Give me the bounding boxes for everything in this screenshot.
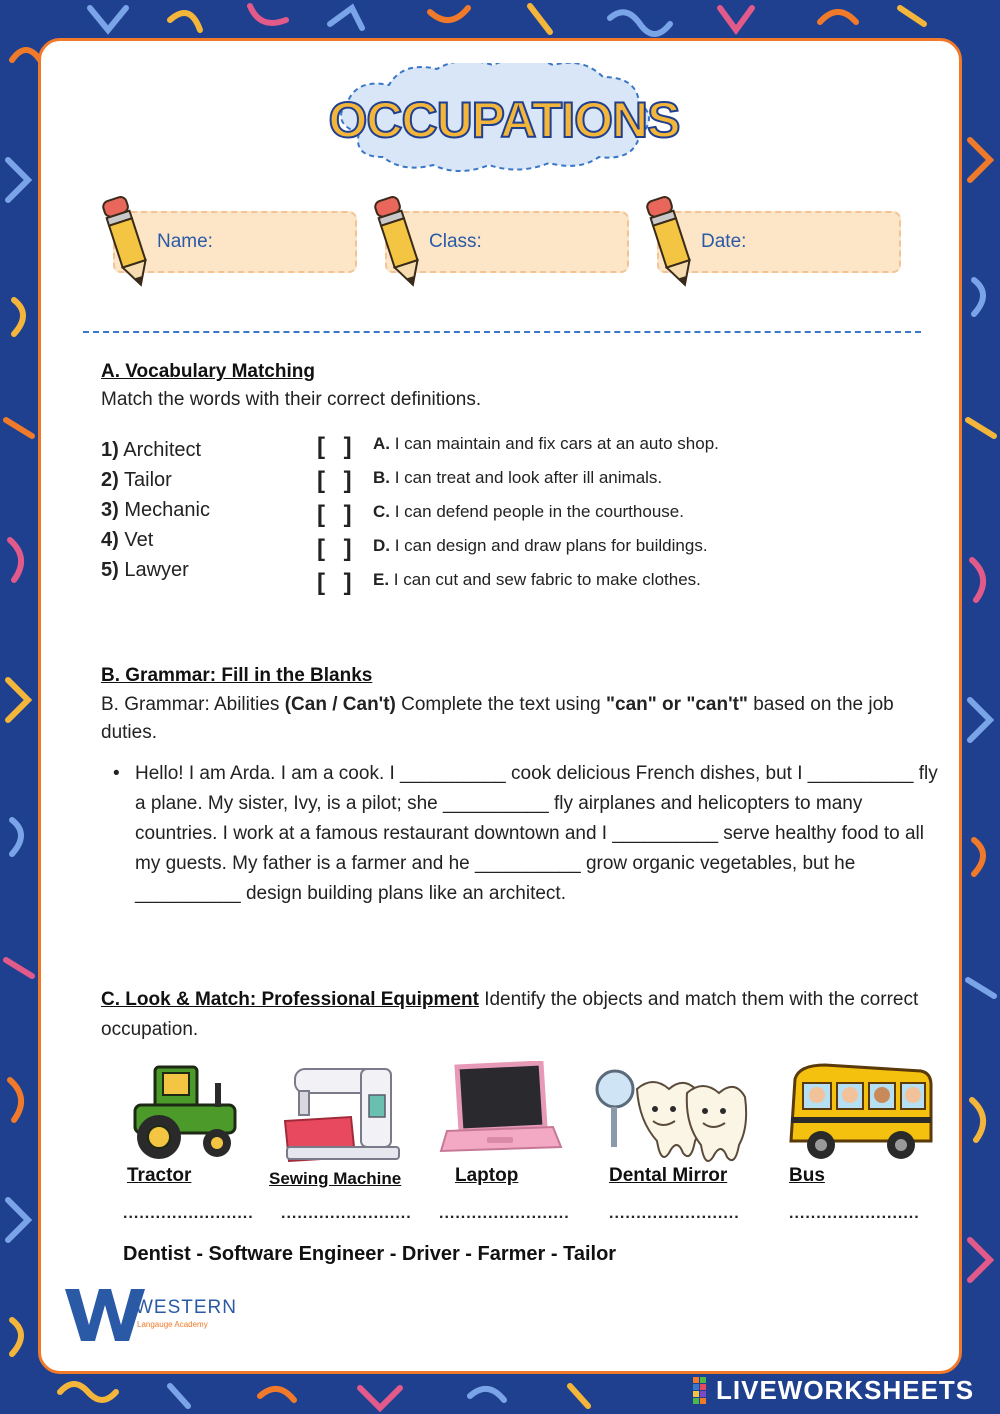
tractor-icon bbox=[125, 1061, 245, 1161]
word-text: Architect bbox=[123, 439, 202, 461]
answer-bracket[interactable]: [ ] bbox=[317, 569, 358, 596]
sewing-machine-icon bbox=[281, 1061, 407, 1165]
vocab-word bbox=[101, 469, 172, 492]
instruction-text: B. Grammar: Abilities bbox=[101, 694, 285, 715]
equipment-label: Laptop bbox=[455, 1165, 519, 1186]
bus-icon bbox=[785, 1061, 935, 1165]
answer-bracket[interactable]: [ ] bbox=[317, 535, 358, 562]
definition bbox=[373, 502, 684, 522]
answer-line[interactable]: ........................ bbox=[439, 1205, 570, 1222]
logo-subtitle: Langauge Academy bbox=[137, 1320, 208, 1329]
section-divider bbox=[83, 331, 921, 333]
pencil-icon bbox=[101, 193, 153, 291]
section-a-title: A. Vocabulary Matching bbox=[101, 361, 315, 382]
instruction-bold: (Can / Can't) bbox=[284, 694, 396, 715]
section-b-instruction bbox=[101, 691, 941, 747]
section-c-header bbox=[101, 985, 951, 1045]
answer-line[interactable]: ........................ bbox=[123, 1205, 254, 1222]
word-text: Vet bbox=[124, 529, 154, 551]
page-title: OCCUPATIONS bbox=[328, 92, 680, 148]
vocab-word bbox=[101, 499, 210, 522]
equipment-label: Tractor bbox=[127, 1165, 192, 1186]
section-a-instruction: Match the words with their correct definitions. bbox=[101, 389, 482, 410]
definition-letter: A. bbox=[373, 434, 390, 453]
word-bank: Dentist - Software Engineer - Driver - Farmer - Tailor bbox=[123, 1243, 617, 1265]
bullet-point: • bbox=[113, 763, 120, 784]
worksheet bbox=[38, 38, 962, 1374]
section-b-title: B. Grammar: Fill in the Blanks bbox=[101, 665, 373, 686]
laptop-icon bbox=[437, 1061, 563, 1157]
vocab-word bbox=[101, 559, 189, 582]
definition-text: I can design and draw plans for buildings. bbox=[394, 536, 708, 555]
definition bbox=[373, 570, 701, 590]
instruction-bold: "can" or "can't" bbox=[606, 694, 748, 715]
name-label: Name: bbox=[157, 231, 213, 252]
word-number: 1) bbox=[101, 439, 119, 461]
word-text: Lawyer bbox=[124, 559, 189, 581]
vocab-word bbox=[101, 529, 153, 552]
word-number: 4) bbox=[101, 529, 119, 551]
equipment-label: Bus bbox=[789, 1165, 825, 1186]
instruction-text: Complete the text using bbox=[395, 694, 607, 715]
dental-mirror-icon bbox=[593, 1061, 753, 1165]
word-number: 5) bbox=[101, 559, 119, 581]
word-text: Mechanic bbox=[124, 499, 210, 521]
section-c-instruction: Identify the objects and match them with the correct occupation. bbox=[101, 989, 919, 1040]
definition-text: I can cut and sew fabric to make clothes. bbox=[393, 570, 701, 589]
logo-name: WESTERN bbox=[135, 1297, 237, 1318]
answer-line[interactable]: ........................ bbox=[789, 1205, 920, 1222]
word-number: 3) bbox=[101, 499, 119, 521]
word-text: Tailor bbox=[124, 469, 172, 491]
definition-letter: C. bbox=[373, 502, 390, 521]
answer-bracket[interactable]: [ ] bbox=[317, 467, 358, 494]
definition bbox=[373, 468, 662, 488]
definition-letter: D. bbox=[373, 536, 390, 555]
pencil-icon bbox=[645, 193, 697, 291]
answer-line[interactable]: ........................ bbox=[281, 1205, 412, 1222]
equipment-label: Dental Mirror bbox=[609, 1165, 728, 1186]
answer-line[interactable]: ........................ bbox=[609, 1205, 740, 1222]
definition-text: I can treat and look after ill animals. bbox=[394, 468, 663, 487]
answer-bracket[interactable]: [ ] bbox=[317, 501, 358, 528]
date-label: Date: bbox=[701, 231, 747, 252]
definition-letter: B. bbox=[373, 468, 390, 487]
equipment-label: Sewing Machine bbox=[269, 1169, 402, 1188]
section-c-title: C. Look & Match: Professional Equipment bbox=[101, 989, 479, 1010]
definition-text: I can defend people in the courthouse. bbox=[394, 502, 684, 521]
vocab-word bbox=[101, 439, 201, 462]
fill-in-paragraph[interactable]: Hello! I am Arda. I am a cook. I __________ cook delicious French dishes, but I __________ fly a plane. My sister, Ivy, is a pilot; she __________ fly airplanes and helicopters to many countries. I work at a famous restaurant downtown and I __________ serve healthy food to all my guests. My father is a farmer and he __________ grow organic vegetables, but he __________ design building plans like an architect. bbox=[135, 763, 938, 904]
definition-text: I can maintain and fix cars at an auto shop. bbox=[394, 434, 719, 453]
pencil-icon bbox=[373, 193, 425, 291]
answer-bracket[interactable]: [ ] bbox=[317, 433, 358, 460]
definition bbox=[373, 536, 708, 556]
watermark-text: LIVEWORKSHEETS bbox=[716, 1375, 975, 1405]
title-area bbox=[319, 63, 689, 183]
definition bbox=[373, 434, 719, 454]
definition-letter: E. bbox=[373, 570, 390, 589]
instruction-text: based on the job duties. bbox=[101, 694, 894, 743]
word-number: 2) bbox=[101, 469, 119, 491]
class-label: Class: bbox=[429, 231, 482, 252]
